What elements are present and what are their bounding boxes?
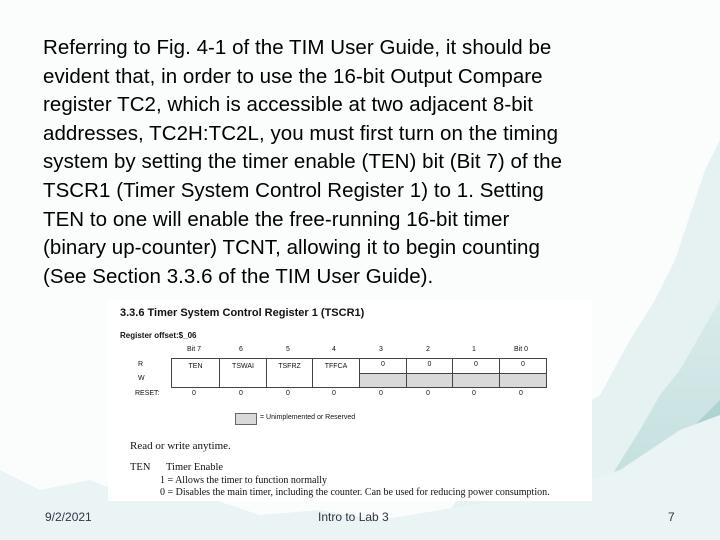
reset-value: 0 [472,390,476,397]
register-offset: Register offset:$_06 [120,331,197,340]
body-line: register TC2, which is accessible at two adjacent 8-bit [43,93,534,117]
field-label: 0 [521,361,525,368]
body-line: system by setting the timer enable (TEN) bit (Bit 7) of the [43,150,563,174]
body-line: TSCR1 (Timer System Control Register 1) to 1. Setting [43,178,544,202]
bit-field-reserved [452,359,499,387]
body-line: (binary up-counter) TCNT, allowing it to begin counting [43,236,540,260]
reset-value: 0 [426,390,430,397]
field-option-1: 1 = Allows the timer to function normally [160,475,328,486]
bit-field-reserved [406,359,452,387]
bit-field-reserved [499,359,546,387]
bit-label: 6 [239,346,243,353]
reserved-shade [453,373,499,387]
bit-field-tffca [312,359,359,387]
field-label: 0 [427,361,432,368]
bit-label: 3 [379,346,383,353]
write-row-label: W [138,375,145,382]
slide-number: 7 [668,510,675,524]
reset-value: 0 [332,390,336,397]
footer-title: Intro to Lab 3 [318,510,389,524]
reset-value: 0 [286,390,290,397]
reset-value: 0 [379,390,383,397]
footer-date: 9/2/2021 [45,510,92,524]
bit-label: 2 [426,346,430,353]
bit-label: 1 [472,346,476,353]
reserved-shade [407,373,452,387]
bit-field-tsfrz [266,359,312,387]
reserved-legend-swatch [235,413,257,425]
bit-label: 5 [286,346,290,353]
body-line: addresses, TC2H:TC2L, you must first turn on the timing [43,121,559,145]
reset-label: RESET: [135,390,160,397]
field-description: Timer Enable [166,462,224,473]
body-line: (See Section 3.3.6 of the TIM User Guide). [43,264,434,288]
field-label: 0 [474,361,478,368]
bit-field-reserved [359,359,406,387]
bit-label: 4 [332,346,336,353]
bit-label: Bit 0 [513,346,528,353]
body-line: evident that, in order to use the 16-bit Output Compare [43,64,543,88]
reset-value: 0 [192,390,196,397]
access-note: Read or write anytime. [130,440,231,452]
bit-label: Bit 7 [186,346,201,353]
field-option-0: 0 = Disables the main timer, including the counter. Can be used for reducing power consumption. [160,487,550,498]
reset-value: 0 [239,390,243,397]
reserved-shade [500,373,546,387]
field-label: TEN [188,363,203,370]
register-figure [108,300,592,501]
read-row-label: R [138,361,144,368]
field-label: TSFRZ [278,363,301,370]
field-label: TSWAI [232,363,254,370]
field-name: TEN [130,462,151,473]
bit-field-ten [172,359,219,387]
reserved-shade [360,373,406,387]
reset-value: 0 [519,390,523,397]
reserved-legend-text: = Unimplemented or Reserved [260,414,356,421]
field-label: 0 [381,361,385,368]
bit-field-tswai [219,359,266,387]
body-line: TEN to one will enable the free-running 16-bit timer [43,207,510,231]
field-label: TFFCA [324,363,348,370]
body-line: Referring to Fig. 4-1 of the TIM User Guide, it should be [43,36,552,59]
figure-title: 3.3.6 Timer System Control Register 1 (TSCR1) [120,307,365,319]
register-bit-table [171,358,547,388]
body-paragraph [43,34,683,291]
